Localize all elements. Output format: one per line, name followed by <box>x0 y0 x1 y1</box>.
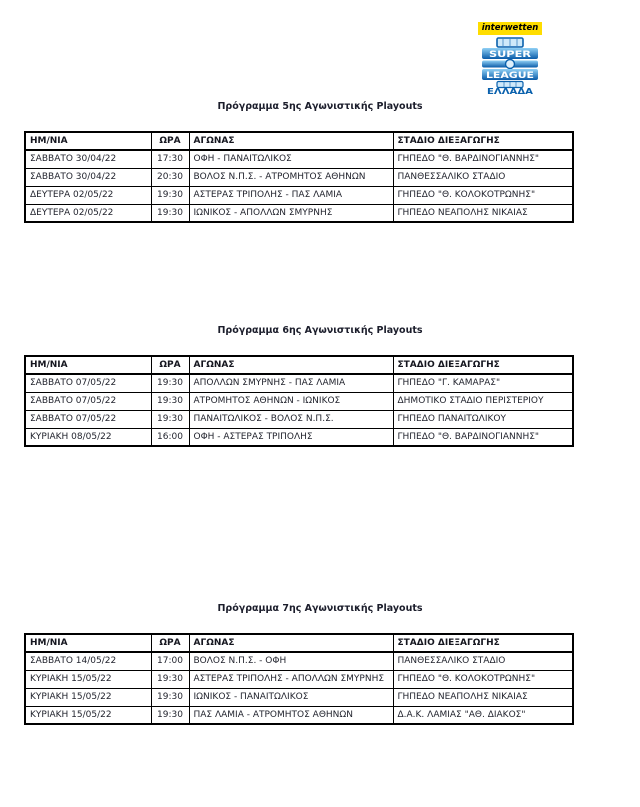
column-header: ΩΡΑ <box>151 634 189 652</box>
match-cell: ΑΣΤΕΡΑΣ ΤΡΙΠΟΛΗΣ - ΠΑΣ ΛΑΜΙΑ <box>189 186 393 204</box>
match-cell: ΑΣΤΕΡΑΣ ΤΡΙΠΟΛΗΣ - ΑΠΟΛΛΩΝ ΣΜΥΡΝΗΣ <box>189 670 393 688</box>
date-cell: ΚΥΡΙΑΚΗ 15/05/22 <box>25 670 151 688</box>
round6-title: Πρόγραμμα 6ης Αγωνιστικής Playouts <box>217 325 423 336</box>
date-cell: ΔΕΥΤΕΡΑ 02/05/22 <box>25 186 151 204</box>
date-cell: ΔΕΥΤΕΡΑ 02/05/22 <box>25 204 151 222</box>
column-header: ΑΓΩΝΑΣ <box>189 132 393 150</box>
venue-cell: ΠΑΝΘΕΣΣΑΛΙΚΟ ΣΤΑΔΙΟ <box>393 168 573 186</box>
time-cell: 19:30 <box>151 670 189 688</box>
date-cell: ΣΑΒΒΑΤΟ 14/05/22 <box>25 652 151 670</box>
fixture-row <box>25 652 573 670</box>
time-cell: 17:00 <box>151 652 189 670</box>
fixture-row <box>25 670 573 688</box>
date-cell: ΚΥΡΙΑΚΗ 15/05/22 <box>25 688 151 706</box>
match-cell: ΑΤΡΟΜΗΤΟΣ ΑΘΗΝΩΝ - ΙΩΝΙΚΟΣ <box>189 392 393 410</box>
fixture-row <box>25 150 573 168</box>
time-cell: 19:30 <box>151 706 189 724</box>
header-row <box>25 132 573 150</box>
date-cell: ΚΥΡΙΑΚΗ 15/05/22 <box>25 706 151 724</box>
interwetten-sponsor-logo: interwetten <box>478 22 542 35</box>
fixture-row <box>25 688 573 706</box>
venue-cell: ΠΑΝΘΕΣΣΑΛΙΚΟ ΣΤΑΔΙΟ <box>393 652 573 670</box>
round5-title: Πρόγραμμα 5ης Αγωνιστικής Playouts <box>217 101 423 112</box>
logo-text-ellada: ΕΛΛΑΔΑ <box>487 87 535 95</box>
match-cell: ΒΟΛΟΣ Ν.Π.Σ. - ΟΦΗ <box>189 652 393 670</box>
venue-cell: Δ.Α.Κ. ΛΑΜΙΑΣ "ΑΘ. ΔΙΑΚΟΣ" <box>393 706 573 724</box>
fixture-row <box>25 428 573 446</box>
fixture-row <box>25 392 573 410</box>
round5-section <box>0 101 640 223</box>
match-cell: ΟΦΗ - ΠΑΝΑΙΤΩΛΙΚΟΣ <box>189 150 393 168</box>
column-header: ΩΡΑ <box>151 356 189 374</box>
venue-cell: ΓΗΠΕΔΟ ΝΕΑΠΟΛΗΣ ΝΙΚΑΙΑΣ <box>393 204 573 222</box>
column-header: ΑΓΩΝΑΣ <box>189 634 393 652</box>
fixture-row <box>25 186 573 204</box>
football-icon <box>506 60 515 69</box>
venue-cell: ΓΗΠΕΔΟ ΝΕΑΠΟΛΗΣ ΝΙΚΑΙΑΣ <box>393 688 573 706</box>
header-row <box>25 634 573 652</box>
match-cell: ΑΠΟΛΛΩΝ ΣΜΥΡΝΗΣ - ΠΑΣ ΛΑΜΙΑ <box>189 374 393 392</box>
time-cell: 20:30 <box>151 168 189 186</box>
fixture-row <box>25 168 573 186</box>
venue-cell: ΓΗΠΕΔΟ "Γ. ΚΑΜΑΡΑΣ" <box>393 374 573 392</box>
match-cell: ΠΑΝΑΙΤΩΛΙΚΟΣ - ΒΟΛΟΣ Ν.Π.Σ. <box>189 410 393 428</box>
round7-section <box>0 603 640 725</box>
logo-text-league: LEAGUE <box>486 71 534 81</box>
date-cell: ΣΑΒΒΑΤΟ 30/04/22 <box>25 150 151 168</box>
logo-text-super: SUPER <box>489 50 532 60</box>
fixture-row <box>25 706 573 724</box>
column-header: ΗΜ/ΝΙΑ <box>25 132 151 150</box>
time-cell: 19:30 <box>151 688 189 706</box>
time-cell: 19:30 <box>151 374 189 392</box>
round7-title: Πρόγραμμα 7ης Αγωνιστικής Playouts <box>217 603 423 614</box>
column-header: ΣΤΑΔΙΟ ΔΙΕΞΑΓΩΓΗΣ <box>393 132 573 150</box>
venue-cell: ΓΗΠΕΔΟ ΠΑΝΑΙΤΩΛΙΚΟΥ <box>393 410 573 428</box>
column-header: ΣΤΑΔΙΟ ΔΙΕΞΑΓΩΓΗΣ <box>393 356 573 374</box>
venue-cell: ΓΗΠΕΔΟ "Θ. ΒΑΡΔΙΝΟΓΙΑΝΝΗΣ" <box>393 428 573 446</box>
time-cell: 19:30 <box>151 204 189 222</box>
time-cell: 19:30 <box>151 410 189 428</box>
date-cell: ΣΑΒΒΑΤΟ 07/05/22 <box>25 392 151 410</box>
time-cell: 19:30 <box>151 186 189 204</box>
round6-fixtures-table <box>24 355 574 447</box>
time-cell: 17:30 <box>151 150 189 168</box>
date-cell: ΚΥΡΙΑΚΗ 08/05/22 <box>25 428 151 446</box>
venue-cell: ΔΗΜΟΤΙΚΟ ΣΤΑΔΙΟ ΠΕΡΙΣΤΕΡΙΟΥ <box>393 392 573 410</box>
round5-fixtures-table <box>24 131 574 223</box>
venue-cell: ΓΗΠΕΔΟ "Θ. ΚΟΛΟΚΟΤΡΩΝΗΣ" <box>393 670 573 688</box>
venue-cell: ΓΗΠΕΔΟ "Θ. ΒΑΡΔΙΝΟΓΙΑΝΝΗΣ" <box>393 150 573 168</box>
super-league-logo <box>477 15 543 95</box>
match-cell: ΟΦΗ - ΑΣΤΕΡΑΣ ΤΡΙΠΟΛΗΣ <box>189 428 393 446</box>
date-cell: ΣΑΒΒΑΤΟ 30/04/22 <box>25 168 151 186</box>
goal-icon <box>497 38 523 47</box>
match-cell: ΒΟΛΟΣ Ν.Π.Σ. - ΑΤΡΟΜΗΤΟΣ ΑΘΗΝΩΝ <box>189 168 393 186</box>
date-cell: ΣΑΒΒΑΤΟ 07/05/22 <box>25 374 151 392</box>
column-header: ΩΡΑ <box>151 132 189 150</box>
fixture-row <box>25 204 573 222</box>
time-cell: 16:00 <box>151 428 189 446</box>
time-cell: 19:30 <box>151 392 189 410</box>
column-header: ΗΜ/ΝΙΑ <box>25 356 151 374</box>
header-row <box>25 356 573 374</box>
match-cell: ΠΑΣ ΛΑΜΙΑ - ΑΤΡΟΜΗΤΟΣ ΑΘΗΝΩΝ <box>189 706 393 724</box>
column-header: ΗΜ/ΝΙΑ <box>25 634 151 652</box>
super-league-emblem <box>482 37 538 95</box>
date-cell: ΣΑΒΒΑΤΟ 07/05/22 <box>25 410 151 428</box>
column-header: ΣΤΑΔΙΟ ΔΙΕΞΑΓΩΓΗΣ <box>393 634 573 652</box>
match-cell: ΙΩΝΙΚΟΣ - ΑΠΟΛΛΩΝ ΣΜΥΡΝΗΣ <box>189 204 393 222</box>
venue-cell: ΓΗΠΕΔΟ "Θ. ΚΟΛΟΚΟΤΡΩΝΗΣ" <box>393 186 573 204</box>
fixture-row <box>25 374 573 392</box>
round7-fixtures-table <box>24 633 574 725</box>
match-cell: ΙΩΝΙΚΟΣ - ΠΑΝΑΙΤΩΛΙΚΟΣ <box>189 688 393 706</box>
column-header: ΑΓΩΝΑΣ <box>189 356 393 374</box>
fixture-row <box>25 410 573 428</box>
round6-section <box>0 325 640 447</box>
